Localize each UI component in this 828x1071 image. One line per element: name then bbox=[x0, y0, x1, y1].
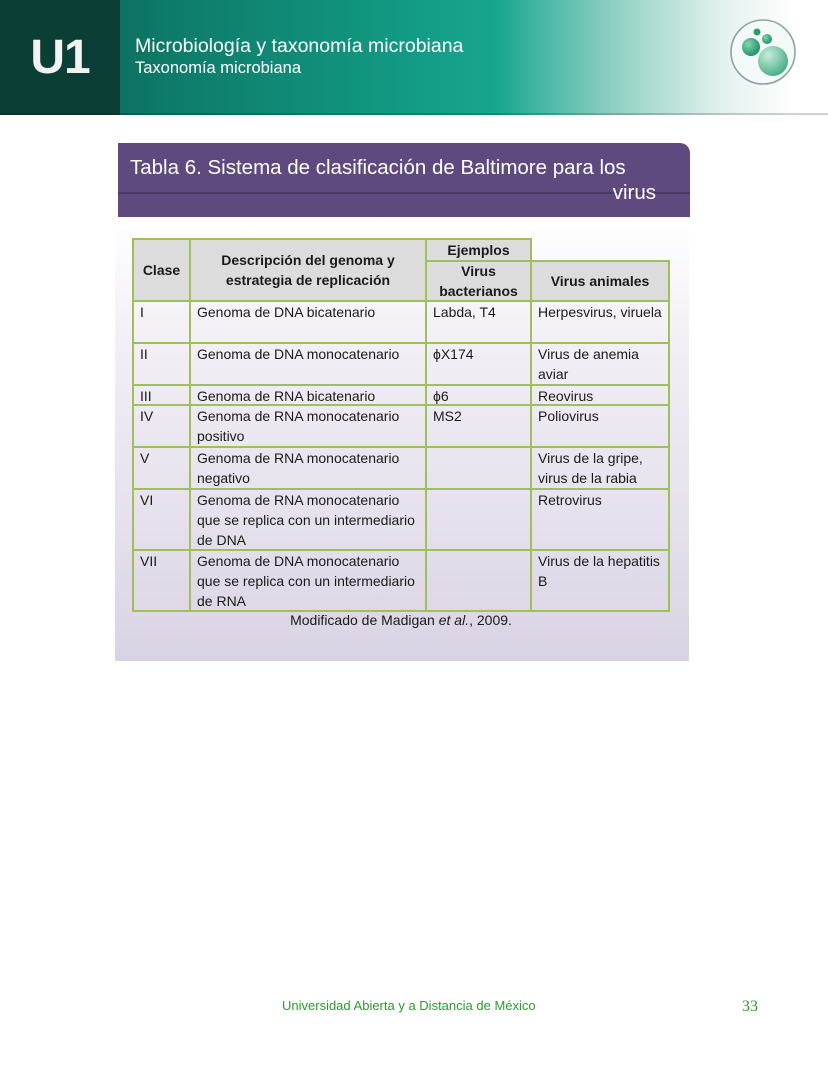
header-virus-bacterianos: Virus bacterianos bbox=[426, 261, 531, 301]
row-1-bacterianos: Labda, T4 bbox=[433, 304, 496, 320]
row-5-descripcion: Genoma de RNA monocatenario negativo bbox=[197, 450, 400, 486]
table-title-line2: virus bbox=[612, 181, 656, 204]
row-6-clase: VI bbox=[140, 492, 154, 508]
row-4-bacterianos: MS2 bbox=[433, 408, 462, 424]
row-7-descripcion: Genoma de DNA monocatenario que se replica con un intermediario de RNA bbox=[197, 553, 415, 609]
grid-line bbox=[425, 238, 427, 612]
table-title-bar bbox=[118, 143, 690, 217]
grid-line bbox=[133, 549, 670, 551]
title-bar-rule bbox=[118, 192, 690, 194]
header-clase: Clase bbox=[133, 239, 190, 301]
grid-line bbox=[190, 238, 532, 240]
header-titles bbox=[135, 34, 463, 78]
row-1-animales: Herpesvirus, viruela bbox=[538, 304, 662, 320]
row-2-animales: Virus de anemia aviar bbox=[538, 346, 639, 382]
header-virus-animales: Virus animales bbox=[531, 261, 669, 301]
course-title: Microbiología y taxonomía microbiana bbox=[135, 35, 464, 57]
grid-line bbox=[189, 238, 191, 612]
grid-line bbox=[133, 488, 670, 490]
page-header bbox=[0, 0, 828, 115]
row-6-descripcion: Genoma de RNA monocatenario que se replica con un intermediario de DNA bbox=[197, 492, 415, 548]
table-caption bbox=[133, 612, 669, 628]
caption-italic: et al. bbox=[438, 612, 470, 628]
row-1-clase: I bbox=[140, 304, 144, 320]
grid-line bbox=[133, 446, 670, 448]
grid-line bbox=[133, 342, 670, 344]
row-3-descripcion: Genoma de RNA bicatenario bbox=[197, 388, 376, 404]
row-7-clase: VII bbox=[140, 553, 158, 569]
row-1-descripcion: Genoma de DNA bicatenario bbox=[197, 304, 376, 320]
row-6-animales: Retrovirus bbox=[538, 492, 602, 508]
header-divider bbox=[0, 113, 828, 115]
grid-line bbox=[426, 260, 670, 262]
page-number: 33 bbox=[742, 998, 758, 1015]
header-ejemplos: Ejemplos bbox=[426, 239, 531, 261]
row-2-bacterianos: ϕX174 bbox=[433, 346, 474, 362]
footer-institution: Universidad Abierta y a Distancia de México bbox=[282, 998, 536, 1013]
row-3-animales: Reovirus bbox=[538, 388, 594, 404]
row-2-descripcion: Genoma de DNA monocatenario bbox=[197, 346, 400, 362]
grid-line bbox=[133, 300, 670, 302]
table-title-line1: Tabla 6. Sistema de clasificación de Baltimore para los bbox=[130, 156, 626, 179]
grid-line bbox=[132, 238, 134, 612]
row-5-animales: Virus de la gripe, virus de la rabia bbox=[538, 450, 643, 486]
caption-prefix: Modificado de Madigan bbox=[290, 612, 439, 628]
row-5-clase: V bbox=[140, 450, 150, 466]
row-3-bacterianos: ϕ6 bbox=[433, 388, 449, 404]
grid-line bbox=[133, 404, 670, 406]
caption-suffix: , 2009. bbox=[469, 612, 512, 628]
grid-line bbox=[530, 238, 532, 612]
grid-line bbox=[133, 384, 670, 386]
grid-line bbox=[668, 260, 670, 612]
row-3-clase: III bbox=[140, 388, 152, 404]
row-4-clase: IV bbox=[140, 408, 154, 424]
unit-label: U1 bbox=[30, 31, 90, 84]
row-2-clase: II bbox=[140, 346, 148, 362]
row-7-animales: Virus de la hepatitis B bbox=[538, 553, 660, 589]
header-descripcion: Descripción del genoma y estrategia de replicación bbox=[190, 239, 426, 301]
row-4-descripcion: Genoma de RNA monocatenario positivo bbox=[197, 408, 400, 444]
microbe-cells-icon bbox=[729, 18, 797, 86]
grid-line bbox=[133, 238, 191, 240]
course-subtitle: Taxonomía microbiana bbox=[135, 59, 301, 77]
row-4-animales: Poliovirus bbox=[538, 408, 599, 424]
